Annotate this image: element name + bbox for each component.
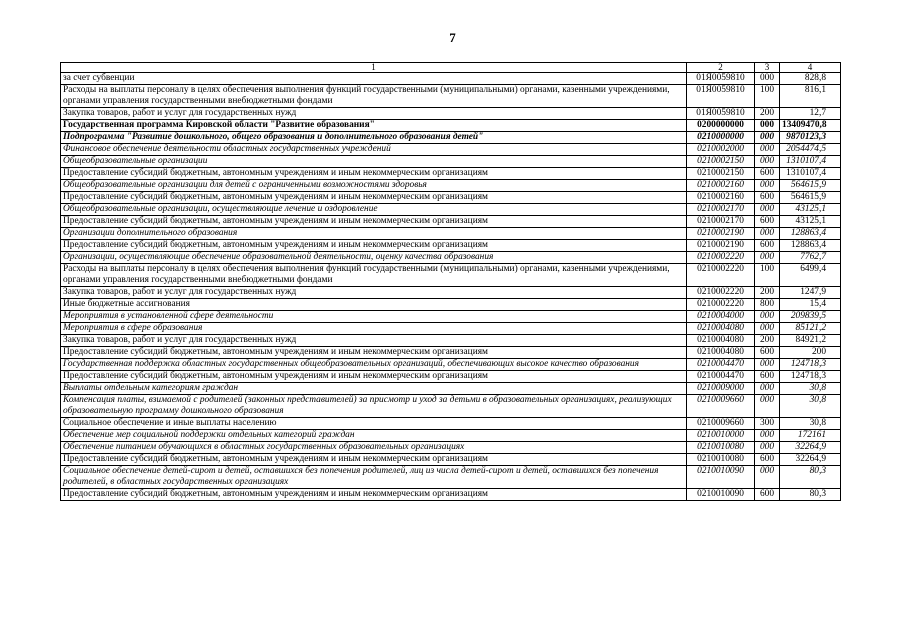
row-amount-cell: 200 [780,347,841,359]
row-amount-cell: 124718,3 [780,371,841,383]
table-row [61,108,841,120]
table-row [61,156,841,168]
row-code-cell: 0210009000 [687,383,755,395]
table-row [61,287,841,299]
table-row [61,240,841,252]
table-row [61,454,841,466]
row-type-cell: 100 [755,264,780,287]
row-amount-cell: 828,8 [780,73,841,85]
table-row [61,430,841,442]
row-name-cell: Общеобразовательные организации, осуществляющие лечение и оздоровление [61,204,687,216]
row-amount-cell: 80,3 [780,466,841,489]
row-amount-cell: 2054474,5 [780,144,841,156]
row-name-cell: Предоставление субсидий бюджетным, автономным учреждениям и иным некоммерческим организациям [61,192,687,204]
row-amount-cell: 564615,9 [780,192,841,204]
row-code-cell: 0210002190 [687,240,755,252]
row-name-cell: Общеобразовательные организации для детей с ограниченными возможностями здоровья [61,180,687,192]
table-row [61,311,841,323]
budget-table [60,62,841,501]
table-row [61,418,841,430]
row-type-cell: 600 [755,240,780,252]
table-row [61,323,841,335]
row-code-cell: 0210002220 [687,252,755,264]
row-name-cell: Предоставление субсидий бюджетным, автономным учреждениям и иным некоммерческим организациям [61,240,687,252]
row-code-cell: 01Я0059810 [687,73,755,85]
row-name-cell: за счет субвенции [61,73,687,85]
row-code-cell: 0210004080 [687,347,755,359]
row-amount-cell: 172161 [780,430,841,442]
table-row [61,299,841,311]
row-amount-cell: 564615,9 [780,180,841,192]
row-type-cell: 800 [755,299,780,311]
row-type-cell: 200 [755,335,780,347]
row-type-cell: 000 [755,228,780,240]
row-code-cell: 0210002000 [687,144,755,156]
row-type-cell: 100 [755,85,780,108]
row-amount-cell: 128863,4 [780,240,841,252]
row-amount-cell: 128863,4 [780,228,841,240]
row-name-cell: Компенсация платы, взимаемой с родителей (законных представителей) за присмотр и уход за детьми в образовательных организациях, реализующих образовательную программу дошкольного образования [61,395,687,418]
row-type-cell: 200 [755,287,780,299]
row-name-cell: Предоставление субсидий бюджетным, автономным учреждениям и иным некоммерческим организациям [61,216,687,228]
table-row [61,383,841,395]
row-name-cell: Предоставление субсидий бюджетным, автономным учреждениям и иным некоммерческим организациям [61,347,687,359]
row-name-cell: Предоставление субсидий бюджетным, автономным учреждениям и иным некоммерческим организациям [61,371,687,383]
row-name-cell: Обеспечение питанием обучающихся в областных государственных образовательных организациях [61,442,687,454]
row-code-cell: 0210009660 [687,395,755,418]
row-amount-cell: 9870123,3 [780,132,841,144]
row-name-cell: Социальное обеспечение детей-сирот и детей, оставшихся без попечения родителей, лиц из числа детей-сирот и детей, оставшихся без попечения родителей, в областных государственных организациях [61,466,687,489]
row-name-cell: Подпрограмма "Развитие дошкольного, общего образования и дополнительного образования детей" [61,132,687,144]
row-type-cell: 000 [755,442,780,454]
row-amount-cell: 1310107,4 [780,156,841,168]
row-amount-cell: 816,1 [780,85,841,108]
row-type-cell: 000 [755,132,780,144]
row-code-cell: 0210010080 [687,442,755,454]
table-row [61,120,841,132]
row-amount-cell: 12,7 [780,108,841,120]
row-amount-cell: 30,8 [780,418,841,430]
row-code-cell: 0210009660 [687,418,755,430]
row-type-cell: 000 [755,395,780,418]
header-col-4: 4 [780,63,841,73]
table-row [61,264,841,287]
row-name-cell: Предоставление субсидий бюджетным, автономным учреждениям и иным некоммерческим организациям [61,168,687,180]
row-amount-cell: 6499,4 [780,264,841,287]
table-row [61,144,841,156]
row-type-cell: 000 [755,120,780,132]
row-name-cell: Закупка товаров, работ и услуг для государственных нужд [61,108,687,120]
row-code-cell: 0210002150 [687,168,755,180]
row-amount-cell: 7762,7 [780,252,841,264]
row-name-cell: Обеспечение мер социальной поддержки отдельных категорий граждан [61,430,687,442]
row-name-cell: Общеобразовательные организации [61,156,687,168]
table-row [61,73,841,85]
row-code-cell: 0210002190 [687,228,755,240]
row-amount-cell: 15,4 [780,299,841,311]
table-row [61,442,841,454]
row-code-cell: 0210010090 [687,466,755,489]
row-name-cell: Организации, осуществляющие обеспечение образовательной деятельности, оценку качества образования [61,252,687,264]
row-code-cell: 0210002160 [687,180,755,192]
table-row [61,466,841,489]
row-code-cell: 0210000000 [687,132,755,144]
row-code-cell: 0210002220 [687,264,755,287]
row-amount-cell: 124718,3 [780,359,841,371]
row-name-cell: Мероприятия в сфере образования [61,323,687,335]
row-code-cell: 0210010080 [687,454,755,466]
table-row [61,335,841,347]
row-type-cell: 000 [755,430,780,442]
row-type-cell: 600 [755,192,780,204]
row-type-cell: 000 [755,144,780,156]
table-header-row [61,63,841,73]
header-col-1: 1 [61,63,687,73]
row-code-cell: 0210010090 [687,489,755,501]
row-code-cell: 0210004080 [687,323,755,335]
row-amount-cell: 30,8 [780,395,841,418]
row-amount-cell: 43125,1 [780,204,841,216]
row-type-cell: 000 [755,156,780,168]
row-type-cell: 000 [755,466,780,489]
table-row [61,216,841,228]
row-code-cell: 01Я0059810 [687,108,755,120]
table-row [61,204,841,216]
row-amount-cell: 84921,2 [780,335,841,347]
table-row [61,168,841,180]
row-type-cell: 000 [755,73,780,85]
row-type-cell: 600 [755,168,780,180]
row-code-cell: 0210004080 [687,335,755,347]
row-name-cell: Организации дополнительного образования [61,228,687,240]
row-amount-cell: 43125,1 [780,216,841,228]
row-amount-cell: 1310107,4 [780,168,841,180]
row-code-cell: 0200000000 [687,120,755,132]
row-amount-cell: 32264,9 [780,454,841,466]
header-col-3: 3 [755,63,780,73]
table-row [61,132,841,144]
row-amount-cell: 30,8 [780,383,841,395]
row-name-cell: Закупка товаров, работ и услуг для государственных нужд [61,335,687,347]
row-amount-cell: 1247,9 [780,287,841,299]
row-name-cell: Выплаты отдельным категориям граждан [61,383,687,395]
row-type-cell: 000 [755,323,780,335]
table-row [61,85,841,108]
row-type-cell: 600 [755,347,780,359]
table-row [61,371,841,383]
row-code-cell: 0210002160 [687,192,755,204]
row-type-cell: 300 [755,418,780,430]
row-code-cell: 0210002170 [687,216,755,228]
row-type-cell: 200 [755,108,780,120]
row-code-cell: 0210004000 [687,311,755,323]
row-name-cell: Расходы на выплаты персоналу в целях обеспечения выполнения функций государственными (муниципальными) органами, казенными учреждениями, органами управления государственными внебюджетными фондами [61,85,687,108]
row-type-cell: 000 [755,180,780,192]
row-amount-cell: 85121,2 [780,323,841,335]
row-code-cell: 0210002220 [687,287,755,299]
row-name-cell: Финансовое обеспечение деятельности областных государственных учреждений [61,144,687,156]
row-name-cell: Иные бюджетные ассигнования [61,299,687,311]
row-name-cell: Предоставление субсидий бюджетным, автономным учреждениям и иным некоммерческим организациям [61,489,687,501]
table-row [61,228,841,240]
row-name-cell: Государственная программа Кировской области "Развитие образования" [61,120,687,132]
row-name-cell: Мероприятия в установленной сфере деятельности [61,311,687,323]
row-amount-cell: 13409470,8 [780,120,841,132]
row-type-cell: 000 [755,204,780,216]
row-code-cell: 0210010000 [687,430,755,442]
table-row [61,192,841,204]
row-type-cell: 600 [755,216,780,228]
header-col-2: 2 [687,63,755,73]
row-name-cell: Государственная поддержка областных государственных общеобразовательных организаций, обеспечивающих высокое качество образования [61,359,687,371]
table-row [61,489,841,501]
row-amount-cell: 80,3 [780,489,841,501]
row-code-cell: 0210004470 [687,371,755,383]
row-amount-cell: 209839,5 [780,311,841,323]
page-number: 7 [449,30,456,45]
row-code-cell: 0210002170 [687,204,755,216]
row-type-cell: 000 [755,311,780,323]
row-type-cell: 600 [755,489,780,501]
table-row [61,395,841,418]
row-name-cell: Предоставление субсидий бюджетным, автономным учреждениям и иным некоммерческим организациям [61,454,687,466]
row-code-cell: 0210004470 [687,359,755,371]
row-code-cell: 01Я0059810 [687,85,755,108]
table-row [61,347,841,359]
table-row [61,359,841,371]
row-type-cell: 000 [755,252,780,264]
row-type-cell: 000 [755,359,780,371]
row-type-cell: 600 [755,371,780,383]
row-code-cell: 0210002220 [687,299,755,311]
row-name-cell: Социальное обеспечение и иные выплаты населению [61,418,687,430]
row-amount-cell: 32264,9 [780,442,841,454]
row-type-cell: 600 [755,454,780,466]
row-name-cell: Расходы на выплаты персоналу в целях обеспечения выполнения функций государственными (муниципальными) органами, казенными учреждениями, органами управления государственными внебюджетными фондами [61,264,687,287]
row-type-cell: 000 [755,383,780,395]
row-name-cell: Закупка товаров, работ и услуг для государственных нужд [61,287,687,299]
row-code-cell: 0210002150 [687,156,755,168]
table-row [61,180,841,192]
table-row [61,252,841,264]
